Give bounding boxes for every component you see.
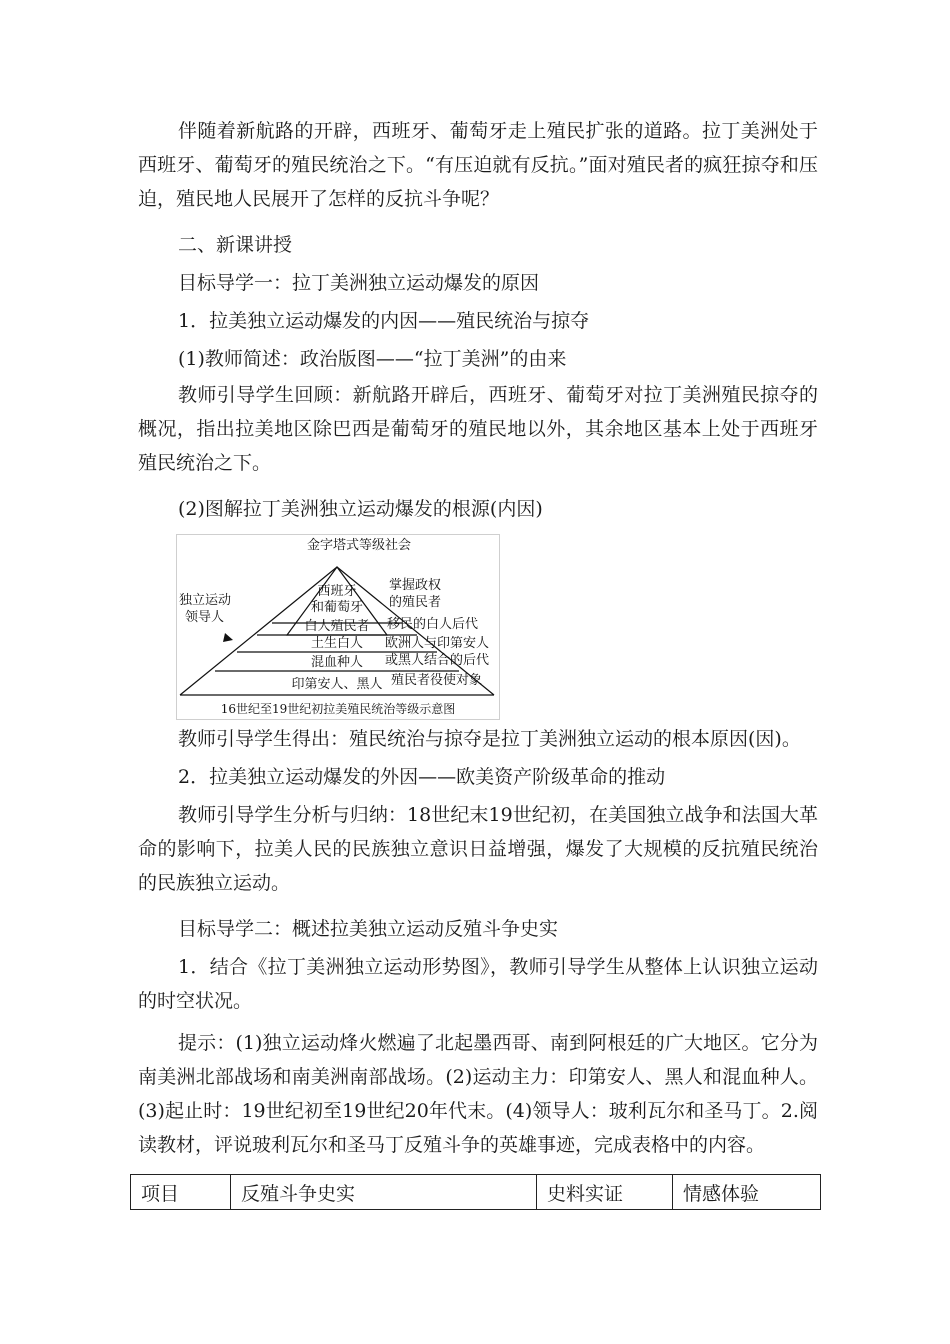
table-header-cell: 情感体验 xyxy=(673,1175,821,1210)
intro-paragraph: 伴随着新航路的开辟，西班牙、葡萄牙走上殖民扩张的道路。拉丁美洲处于西班牙、葡萄牙的殖民统治之下。“有压迫就有反抗。”面对殖民者的疯狂掠夺和压迫，殖民地人民展开了怎样的反抗斗争呢？ xyxy=(138,120,818,210)
right-label: 掌握政权 xyxy=(389,578,442,593)
table-header-row xyxy=(131,1175,821,1210)
right-label: 移民的白人后代 xyxy=(387,617,479,632)
tier-label: 和葡萄牙 xyxy=(310,600,364,615)
item-three-paragraph: 1．结合《拉丁美洲独立运动形势图》，教师引导学生从整体上认识独立运动的时空状况。 xyxy=(138,956,818,1012)
item-one-heading: 1．拉美独立运动爆发的内因——殖民统治与掠夺 xyxy=(178,310,590,332)
hint-paragraph: 提示：(1)独立运动烽火燃遍了北起墨西哥、南到阿根廷的广大地区。它分为南美洲北部战场和南美洲南部战场。(2)运动主力：印第安人、黑人和混血种人。(3)起止时：19世纪初至19世纪20年代末。(4)领导人：玻利瓦尔和圣马丁。2.阅读教材，评说玻利瓦尔和圣马丁反殖斗争的英雄事迹，完成表格中的内容。 xyxy=(138,1032,818,1156)
right-label: 欧洲人与印第安人 xyxy=(385,636,490,651)
arrow-icon xyxy=(223,633,233,642)
table-header-cell: 反殖斗争史实 xyxy=(231,1175,537,1210)
goal-one-heading: 目标导学一：拉丁美洲独立运动爆发的原因 xyxy=(178,272,540,294)
left-label: 领导人 xyxy=(185,610,225,625)
left-label: 独立运动 xyxy=(179,593,232,608)
comparison-table xyxy=(130,1174,821,1210)
tier-label: 印第安人、黑人 xyxy=(291,677,383,692)
sub-one-heading: (1)教师简述：政治版图——“拉丁美洲”的由来 xyxy=(178,348,567,370)
conclusion-paragraph: 教师引导学生得出：殖民统治与掠夺是拉丁美洲独立运动的根本原因(因)。 xyxy=(178,728,801,750)
pyramid-figure xyxy=(176,534,500,720)
tier-label: 土生白人 xyxy=(310,636,364,651)
goal-two-heading: 目标导学二：概述拉美独立运动反殖斗争史实 xyxy=(178,918,559,940)
review-paragraph: 教师引导学生回顾：新航路开辟后，西班牙、葡萄牙对拉丁美洲殖民掠夺的概况，指出拉美地区除巴西是葡萄牙的殖民地以外，其余地区基本上处于西班牙殖民统治之下。 xyxy=(138,384,818,474)
tier-label: 混血种人 xyxy=(310,655,364,670)
sub-two-heading: (2)图解拉丁美洲独立运动爆发的根源(内因) xyxy=(178,498,543,520)
tier-label: 西班牙 xyxy=(317,584,357,599)
right-label: 的殖民者 xyxy=(389,595,442,610)
analysis-paragraph: 教师引导学生分析与归纳：18世纪末19世纪初，在美国独立战争和法国大革命的影响下，拉美人民的民族独立意识日益增强，爆发了大规模的反抗殖民统治的民族独立运动。 xyxy=(138,804,818,894)
section-heading: 二、新课讲授 xyxy=(178,234,293,256)
right-label: 或黑人结合的后代 xyxy=(385,653,490,668)
right-label: 殖民者役使对象 xyxy=(391,673,483,688)
table-header-cell: 史料实证 xyxy=(537,1175,673,1210)
figure-title: 金字塔式等级社会 xyxy=(307,538,412,553)
tier-label: 白人殖民者 xyxy=(304,619,370,634)
item-two-heading: 2．拉美独立运动爆发的外因——欧美资产阶级革命的推动 xyxy=(178,766,666,788)
table-header-cell: 项目 xyxy=(131,1175,231,1210)
figure-caption: 16世纪至19世纪初拉美殖民统治等级示意图 xyxy=(220,702,456,716)
